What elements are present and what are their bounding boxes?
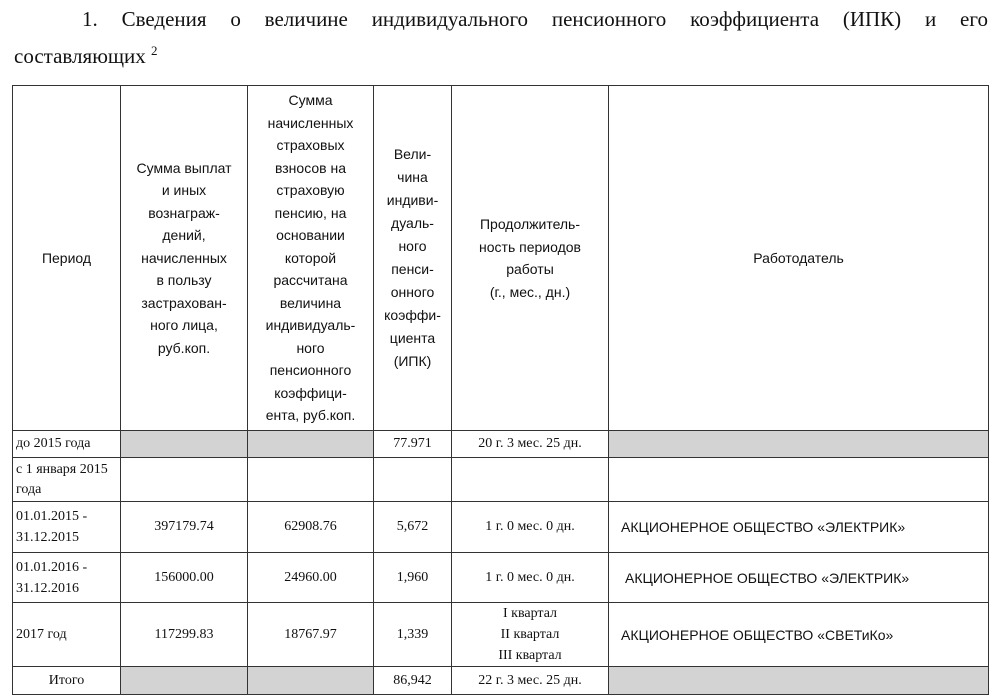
title-word: коэффициента bbox=[690, 7, 820, 31]
cell-contributions bbox=[248, 458, 374, 502]
cell-payments bbox=[121, 431, 248, 458]
table-row bbox=[13, 458, 989, 502]
cell-ipk bbox=[374, 458, 452, 502]
cell-employer: АКЦИОНЕРНОЕ ОБЩЕСТВО «ЭЛЕКТРИК» bbox=[609, 502, 989, 553]
cell-payments: 397179.74 bbox=[121, 502, 248, 553]
cell-payments bbox=[121, 667, 248, 695]
cell-ipk: 5,672 bbox=[374, 502, 452, 553]
header-payments: Сумма выплат и иных вознаграж- дений, начисленных в пользу застрахован- ного лица, руб.коп. bbox=[121, 86, 248, 431]
title-word: Сведения bbox=[121, 7, 207, 31]
cell-employer bbox=[609, 667, 989, 695]
cell-employer: АКЦИОНЕРНОЕ ОБЩЕСТВО «ЭЛЕКТРИК» bbox=[609, 553, 989, 603]
title-word: 1. bbox=[82, 7, 98, 31]
cell-duration bbox=[452, 603, 609, 667]
cell-employer bbox=[609, 431, 989, 458]
cell-contributions bbox=[248, 431, 374, 458]
cell-payments: 156000.00 bbox=[121, 553, 248, 603]
ipk-table bbox=[12, 85, 989, 695]
cell-period: 01.01.2015 - 31.12.2015 bbox=[13, 502, 121, 553]
cell-contributions: 62908.76 bbox=[248, 502, 374, 553]
header-duration: Продолжитель- ность периодов работы (г., мес., дн.) bbox=[452, 86, 609, 431]
header-contributions: Сумма начисленных страховых взносов на страховую пенсию, на основании которой рассчитана величина индивидуаль- ного пенсионного коэффици- ента, руб.коп. bbox=[248, 86, 374, 431]
cell-ipk: 1,960 bbox=[374, 553, 452, 603]
cell-contributions: 18767.97 bbox=[248, 603, 374, 667]
title-word: его bbox=[960, 7, 988, 31]
quarter-line: II квартал bbox=[500, 627, 560, 642]
title-word: (ИПК) bbox=[842, 7, 902, 31]
cell-period: Итого bbox=[13, 667, 121, 695]
quarter-line: III квартал bbox=[498, 648, 562, 663]
cell-ipk: 86,942 bbox=[374, 667, 452, 695]
cell-duration: 22 г. 3 мес. 25 дн. bbox=[452, 667, 609, 695]
cell-duration bbox=[452, 458, 609, 502]
header-period: Период bbox=[13, 86, 121, 431]
title-word: и bbox=[924, 7, 937, 31]
title-word: индивидуального bbox=[371, 7, 529, 31]
cell-duration: 1 г. 0 мес. 0 дн. bbox=[452, 553, 609, 603]
cell-duration: 1 г. 0 мес. 0 дн. bbox=[452, 502, 609, 553]
section-title bbox=[14, 4, 988, 72]
quarter-line: I квартал bbox=[502, 606, 558, 621]
footnote-mark: 2 bbox=[151, 43, 158, 58]
table-row bbox=[13, 431, 989, 458]
table-row-total bbox=[13, 667, 989, 695]
title-word: пенсионного bbox=[551, 7, 667, 31]
cell-period: 01.01.2016 - 31.12.2016 bbox=[13, 553, 121, 603]
cell-period: до 2015 года bbox=[13, 431, 121, 458]
cell-contributions bbox=[248, 667, 374, 695]
header-ipk: Вели- чина индиви- дуаль- ного пенси- онного коэффи- циента (ИПК) bbox=[374, 86, 452, 431]
title-word: величине bbox=[264, 7, 348, 31]
title-word: о bbox=[230, 7, 241, 31]
cell-payments: 117299.83 bbox=[121, 603, 248, 667]
table-row bbox=[13, 603, 989, 667]
cell-contributions: 24960.00 bbox=[248, 553, 374, 603]
cell-employer: АКЦИОНЕРНОЕ ОБЩЕСТВО «СВЕТиКо» bbox=[609, 603, 989, 667]
cell-period: 2017 год bbox=[13, 603, 121, 667]
cell-ipk: 77.971 bbox=[374, 431, 452, 458]
cell-duration: 20 г. 3 мес. 25 дн. bbox=[452, 431, 609, 458]
title-line2: составляющих bbox=[14, 44, 146, 68]
table-row bbox=[13, 502, 989, 553]
cell-ipk: 1,339 bbox=[374, 603, 452, 667]
cell-period: с 1 января 2015 года bbox=[13, 458, 121, 502]
table-row bbox=[13, 553, 989, 603]
header-row bbox=[13, 86, 989, 431]
cell-employer bbox=[609, 458, 989, 502]
cell-payments bbox=[121, 458, 248, 502]
header-employer: Работодатель bbox=[609, 86, 989, 431]
